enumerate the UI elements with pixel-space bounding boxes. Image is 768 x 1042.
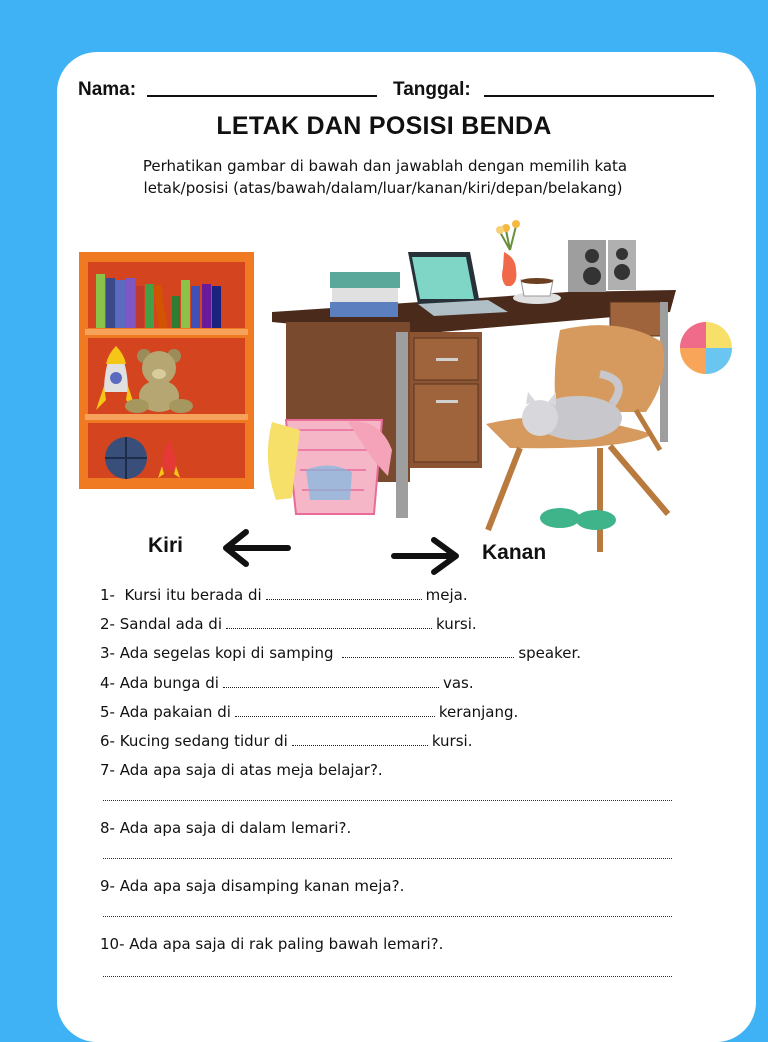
right-direction-label: Kanan: [482, 541, 547, 564]
instruction-line-1: Perhatikan gambar di bawah dan jawablah dengan memilih kata: [142, 157, 628, 175]
question-5: 5- Ada pakaian di keranjang.: [100, 703, 519, 721]
question-2: 2- Sandal ada di kursi.: [100, 615, 477, 633]
question-6: 6- Kucing sedang tidur di kursi.: [100, 732, 473, 750]
flower-vase-icon: [496, 220, 520, 286]
instruction-line-2: letak/posisi (atas/bawah/dalam/luar/kanan/kiri/depan/belakang): [143, 179, 623, 197]
question-10: 10- Ada apa saja di rak paling bawah lemari?.: [100, 935, 444, 953]
answer-line-7[interactable]: [103, 800, 672, 801]
question-4: 4- Ada bunga di vas.: [100, 674, 474, 692]
question-9: 9- Ada apa saja disamping kanan meja?.: [100, 877, 405, 895]
right-arrow-icon: [394, 540, 456, 572]
answer-blank-1[interactable]: [266, 587, 422, 600]
date-label: Tanggal:: [393, 79, 471, 100]
basketball-icon: [105, 437, 147, 479]
answer-line-9[interactable]: [103, 916, 672, 917]
name-label: Nama:: [78, 79, 137, 100]
beach-ball-icon: [680, 322, 732, 374]
laundry-basket-icon: [268, 420, 392, 514]
laptop-icon: [408, 252, 508, 316]
answer-blank-4[interactable]: [223, 675, 439, 688]
stacked-books-icon: [330, 272, 400, 317]
question-3: 3- Ada segelas kopi di samping speaker.: [100, 644, 582, 662]
slippers-icon: [540, 508, 616, 530]
left-direction-label: Kiri: [148, 534, 184, 557]
question-7: 7- Ada apa saja di atas meja belajar?.: [100, 761, 383, 779]
question-1: 1- Kursi itu berada di meja.: [100, 586, 468, 604]
answer-line-8[interactable]: [103, 858, 672, 859]
coffee-cup-icon: [513, 278, 561, 304]
answer-blank-3[interactable]: [342, 645, 514, 658]
page-title: LETAK DAN POSISI BENDA: [216, 112, 552, 140]
speakers-icon: [568, 240, 636, 292]
answer-blank-2[interactable]: [226, 616, 432, 629]
answer-blank-6[interactable]: [292, 733, 428, 746]
question-8: 8- Ada apa saja di dalam lemari?.: [100, 819, 352, 837]
left-arrow-icon: [226, 532, 288, 564]
answer-line-10[interactable]: [103, 976, 672, 977]
answer-blank-5[interactable]: [235, 704, 435, 717]
